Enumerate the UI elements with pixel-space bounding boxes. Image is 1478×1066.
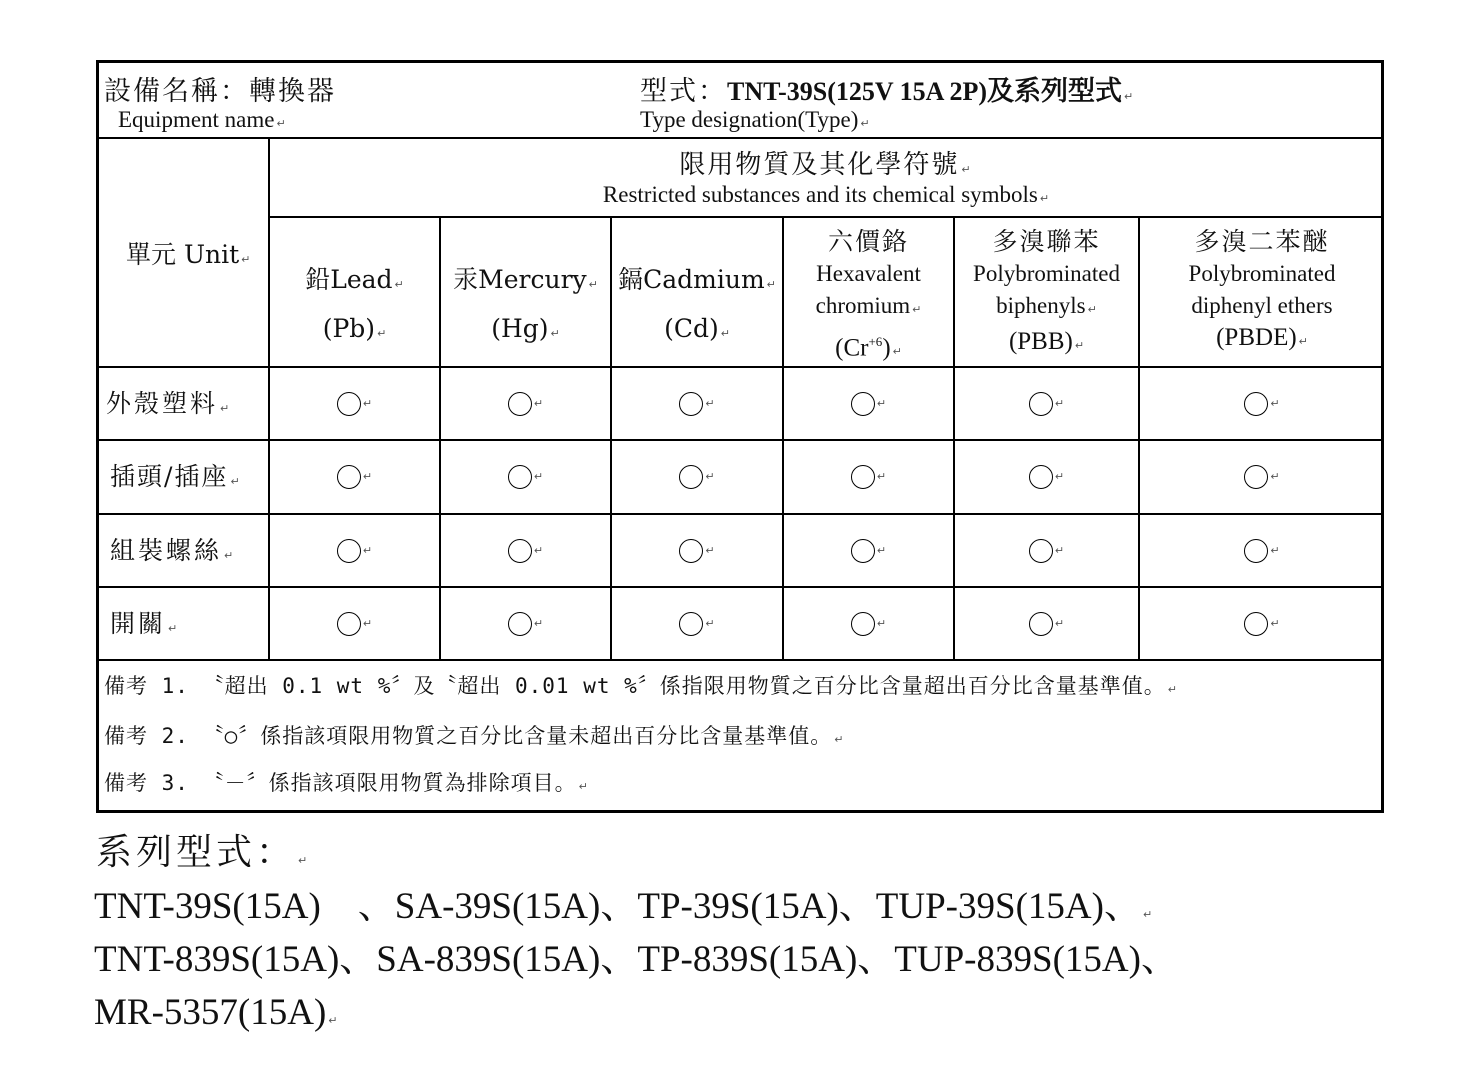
series-title: 系列型式： ↵ bbox=[96, 832, 312, 873]
col-pbde-en2: diphenyl ethers bbox=[1191, 293, 1333, 318]
table-cell bbox=[784, 515, 953, 586]
paragraph-mark-icon: ↵ bbox=[876, 544, 887, 557]
paragraph-mark-icon: ↵ bbox=[705, 617, 715, 630]
table-cell bbox=[1140, 441, 1384, 512]
paragraph-mark-icon: ↵ bbox=[533, 397, 544, 410]
compliant-circle-icon bbox=[851, 392, 875, 416]
table-cell bbox=[270, 441, 439, 512]
divider bbox=[96, 137, 1384, 139]
table-cell bbox=[784, 441, 953, 512]
compliant-circle-icon bbox=[1244, 465, 1268, 489]
paragraph-mark-icon: ↵ bbox=[533, 544, 544, 557]
paragraph-mark-icon: ↵ bbox=[1270, 470, 1280, 483]
paragraph-mark-icon: ↵ bbox=[1054, 470, 1065, 483]
paragraph-mark-icon: ↵ bbox=[533, 470, 544, 483]
row-label-switch: 開關 ↵ bbox=[110, 609, 181, 638]
compliant-circle-icon bbox=[508, 612, 532, 636]
restricted-substances-title-en-text: Restricted substances and its chemical symbols bbox=[602, 182, 1038, 207]
col-lead bbox=[270, 258, 439, 356]
type-designation-en: Type designation(Type) ↵ bbox=[640, 107, 870, 132]
compliant-circle-icon bbox=[1244, 539, 1268, 563]
table-cell bbox=[612, 368, 782, 439]
restricted-substances-title-zh: 限用物質及其化學符號 ↵ bbox=[679, 150, 973, 180]
table-cell bbox=[270, 515, 439, 586]
compliant-circle-icon bbox=[337, 392, 361, 416]
divider bbox=[96, 659, 1384, 661]
compliant-circle-icon bbox=[508, 465, 532, 489]
row-label-assembly-screws: 組裝螺絲 ↵ bbox=[110, 536, 237, 565]
table-cell bbox=[270, 588, 439, 659]
compliant-circle-icon bbox=[851, 465, 875, 489]
col-pbde-en1: Polybrominated bbox=[1188, 261, 1336, 286]
compliant-circle-icon bbox=[679, 539, 703, 563]
col-chromium-en2: chromium ↵ bbox=[815, 293, 922, 318]
compliant-circle-icon bbox=[1244, 612, 1268, 636]
table-cell bbox=[270, 368, 439, 439]
equipment-name-en: Equipment name ↵ bbox=[118, 107, 286, 132]
col-pbde bbox=[1140, 226, 1384, 358]
compliant-circle-icon bbox=[337, 612, 361, 636]
compliant-circle-icon bbox=[851, 612, 875, 636]
paragraph-mark-icon: ↵ bbox=[705, 470, 715, 483]
row-label-housing-plastic: 外殼塑料 ↵ bbox=[106, 389, 233, 418]
type-designation-zh: 型式：TNT-39S(125V 15A 2P)及系列型式 ↵ bbox=[640, 76, 1134, 107]
col-chromium-symbol: $(Cr^{+6})$ ↵ bbox=[835, 334, 902, 362]
series-line-2: TNT-839S(15A)、SA-839S(15A)、TP-839S(15A)、TUP-839S(15A)、 bbox=[94, 939, 1178, 980]
paragraph-mark-icon: ↵ bbox=[876, 397, 887, 410]
compliant-circle-icon bbox=[337, 465, 361, 489]
compliant-circle-icon bbox=[1029, 465, 1053, 489]
note-2: 備考 2. 〝○〞係指該項限用物質之百分比含量未超出百分比含量基準值。 ↵ bbox=[104, 724, 845, 748]
table-cell bbox=[441, 515, 610, 586]
compliant-circle-icon bbox=[508, 392, 532, 416]
paragraph-mark-icon: ↵ bbox=[1270, 397, 1280, 410]
compliant-circle-icon bbox=[679, 612, 703, 636]
table-cell bbox=[612, 588, 782, 659]
unit-label: 單元 Unit bbox=[126, 240, 240, 269]
type-value: TNT-39S(125V 15A 2P) bbox=[727, 77, 988, 106]
table-cell bbox=[955, 368, 1138, 439]
paragraph-mark-icon: ↵ bbox=[1054, 397, 1065, 410]
series-line-3: MR-5357(15A) ↵ bbox=[94, 992, 338, 1033]
col-mercury-name: 汞Mercury ↵ bbox=[453, 265, 598, 294]
table-cell bbox=[955, 441, 1138, 512]
paragraph-mark-icon: ↵ bbox=[705, 544, 715, 557]
restricted-substances-title-en: Restricted substances and its chemical symbols ↵ bbox=[602, 182, 1050, 207]
paragraph-mark-icon: ↵ bbox=[362, 470, 373, 483]
col-pbb-en2: biphenyls ↵ bbox=[996, 293, 1097, 318]
col-cadmium bbox=[612, 258, 782, 356]
col-pbde-symbol: (PBDE) ↵ bbox=[1216, 324, 1308, 351]
compliant-circle-icon bbox=[679, 465, 703, 489]
col-mercury-symbol: (Hg) ↵ bbox=[491, 314, 560, 343]
equipment-name-zh bbox=[104, 78, 336, 105]
col-pbb bbox=[955, 226, 1138, 362]
compliant-circle-icon bbox=[679, 392, 703, 416]
paragraph-mark-icon: ↵ bbox=[362, 544, 373, 557]
compliant-circle-icon bbox=[1029, 539, 1053, 563]
col-pbb-en1: Polybrominated bbox=[973, 261, 1120, 286]
table-cell bbox=[955, 588, 1138, 659]
paragraph-mark-icon: ↵ bbox=[362, 617, 373, 630]
table-cell bbox=[441, 588, 610, 659]
paragraph-mark-icon: ↵ bbox=[1054, 544, 1065, 557]
equipment-name-en-text: Equipment name bbox=[118, 107, 275, 132]
type-suffix: 及系列型式 bbox=[987, 76, 1123, 107]
table-cell bbox=[441, 368, 610, 439]
table-cell bbox=[784, 368, 953, 439]
divider bbox=[268, 216, 1384, 218]
type-designation-en-text: Type designation(Type) bbox=[640, 107, 859, 132]
compliant-circle-icon bbox=[1029, 392, 1053, 416]
paragraph-mark-icon: ↵ bbox=[1270, 544, 1280, 557]
type-prefix: 型式： bbox=[640, 76, 727, 107]
compliant-circle-icon bbox=[1244, 392, 1268, 416]
table-cell bbox=[1140, 515, 1384, 586]
col-mercury bbox=[441, 258, 610, 356]
col-chromium-zh: 六價鉻 bbox=[827, 227, 909, 256]
note-3: 備考 3. 〝－〞係指該項限用物質為排除項目。 ↵ bbox=[104, 771, 589, 795]
restricted-substances-title-zh-text: 限用物質及其化學符號 bbox=[679, 150, 960, 180]
equipment-name-zh-text: 設備名稱：轉換器 bbox=[104, 76, 336, 107]
paragraph-mark-icon: ↵ bbox=[1054, 617, 1065, 630]
col-cadmium-symbol: (Cd) ↵ bbox=[664, 314, 730, 343]
table-cell bbox=[784, 588, 953, 659]
paragraph-mark-icon: ↵ bbox=[533, 617, 544, 630]
note-1: 備考 1. 〝超出 0.1 wt %〞及〝超出 0.01 wt %〞係指限用物質之百分比含量超出百分比含量基準值。 ↵ bbox=[104, 674, 1179, 698]
compliant-circle-icon bbox=[508, 539, 532, 563]
table-cell bbox=[955, 515, 1138, 586]
unit-header: 單元 Unit ↵ bbox=[126, 240, 251, 269]
table-cell bbox=[612, 515, 782, 586]
paragraph-mark-icon: ↵ bbox=[1270, 617, 1280, 630]
paragraph-mark-icon: ↵ bbox=[876, 617, 887, 630]
series-line-1: TNT-39S(15A) 、SA-39S(15A)、TP-39S(15A)、TUP-39S(15A)、 ↵ bbox=[94, 886, 1153, 927]
col-chromium bbox=[784, 226, 953, 368]
paragraph-mark-icon: ↵ bbox=[876, 470, 887, 483]
col-chromium-en1: Hexavalent bbox=[816, 261, 921, 286]
table-cell bbox=[1140, 368, 1384, 439]
compliant-circle-icon bbox=[337, 539, 361, 563]
table-cell bbox=[1140, 588, 1384, 659]
col-cadmium-name: 鎘Cadmium ↵ bbox=[618, 265, 776, 294]
paragraph-mark-icon: ↵ bbox=[705, 397, 715, 410]
paragraph-mark-icon: ↵ bbox=[362, 397, 373, 410]
col-lead-symbol: (Pb) ↵ bbox=[322, 314, 387, 343]
col-pbb-symbol: (PBB) ↵ bbox=[1008, 328, 1085, 355]
row-label-plug-socket: 插頭/插座 ↵ bbox=[110, 462, 242, 491]
compliant-circle-icon bbox=[1029, 612, 1053, 636]
table-cell bbox=[441, 441, 610, 512]
compliant-circle-icon bbox=[851, 539, 875, 563]
table-cell bbox=[612, 441, 782, 512]
col-lead-name: 鉛Lead ↵ bbox=[305, 265, 404, 294]
col-pbde-zh: 多溴二苯醚 bbox=[1194, 227, 1330, 256]
col-pbb-zh: 多溴聯苯 bbox=[992, 227, 1101, 256]
